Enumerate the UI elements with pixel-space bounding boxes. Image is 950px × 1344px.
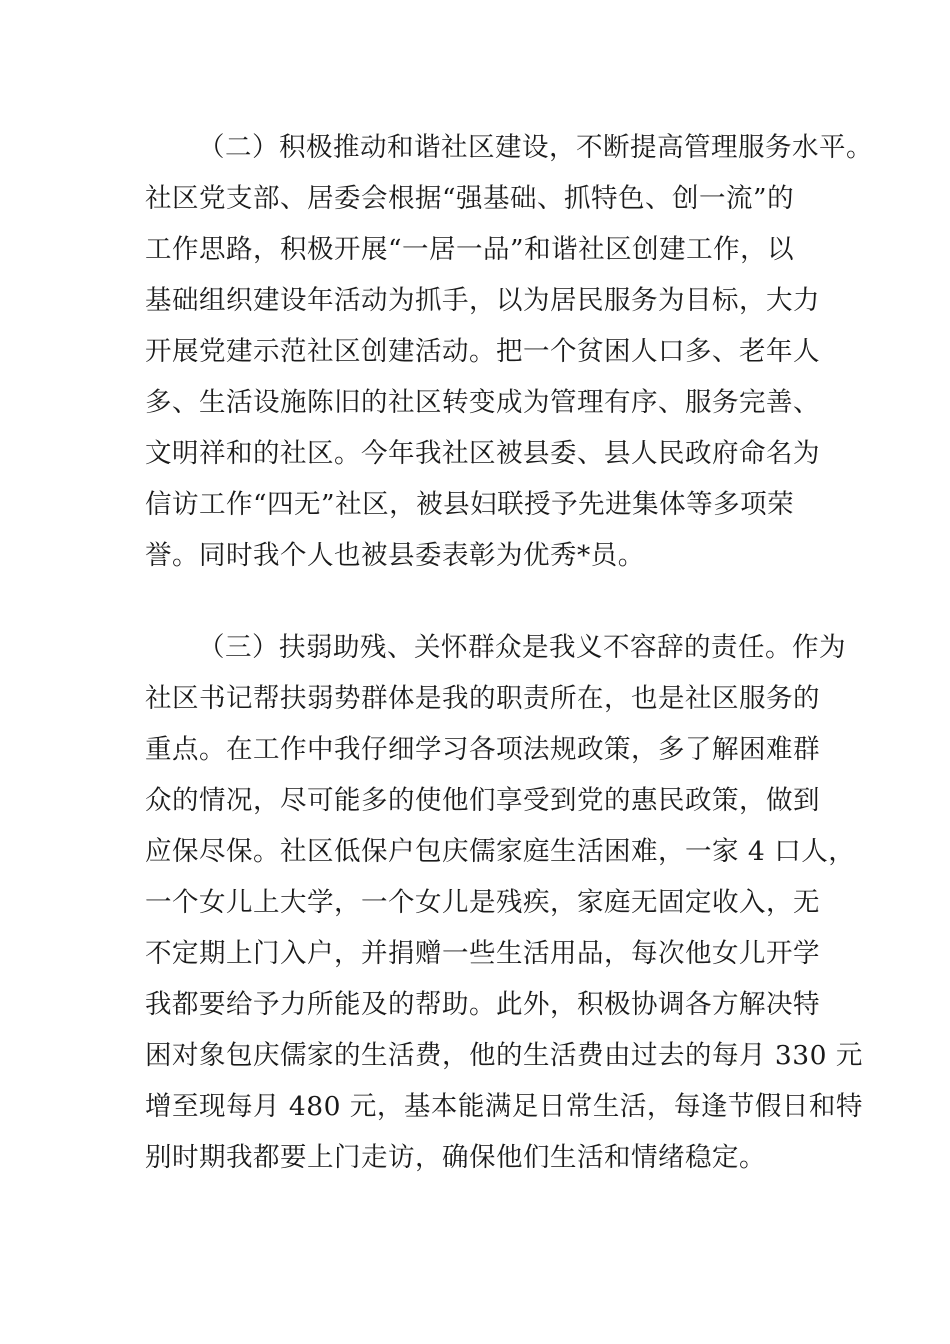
paragraph-line: 社区党支部、居委会根据“强基础、抓特色、创一流”的 (145, 183, 795, 214)
paragraph-section-2 (145, 122, 873, 581)
paragraph-line: 困对象包庆儒家的生活费，他的生活费由过去的每月 330 元 (145, 1040, 863, 1071)
paragraph-line: 信访工作“四无”社区，被县妇联授予先进集体等多项荣 (145, 489, 795, 520)
paragraph-line: 誉。同时我个人也被县委表彰为优秀*员。 (145, 540, 645, 571)
paragraph-line: 重点。在工作中我仔细学习各项法规政策，多了解困难群 (145, 734, 820, 765)
paragraph-line: 别时期我都要上门走访，确保他们生活和情绪稳定。 (145, 1142, 766, 1173)
paragraph-line: 应保尽保。社区低保户包庆儒家庭生活困难，一家 4 口人， (145, 836, 856, 867)
paragraph-heading-line: （二）积极推动和谐社区建设，不断提高管理服务水平。 (198, 132, 873, 163)
paragraph-line: 一个女儿上大学，一个女儿是残疾，家庭无固定收入，无 (145, 887, 820, 918)
paragraph-line: 基础组织建设年活动为抓手，以为居民服务为目标，大力 (145, 285, 820, 316)
paragraph-line: 社区书记帮扶弱势群体是我的职责所在，也是社区服务的 (145, 683, 820, 714)
paragraph-line: 文明祥和的社区。今年我社区被县委、县人民政府命名为 (145, 438, 820, 469)
paragraph-line: 我都要给予力所能及的帮助。此外，积极协调各方解决特 (145, 989, 820, 1020)
paragraph-line: 众的情况，尽可能多的使他们享受到党的惠民政策，做到 (145, 785, 820, 816)
paragraph-line: 开展党建示范社区创建活动。把一个贫困人口多、老年人 (145, 336, 820, 367)
paragraph-line: 多、生活设施陈旧的社区转变成为管理有序、服务完善、 (145, 387, 820, 418)
paragraph-line: 工作思路，积极开展“一居一品”和谐社区创建工作，以 (145, 234, 795, 265)
paragraph-line: 增至现每月 480 元，基本能满足日常生活，每逢节假日和特 (145, 1091, 863, 1122)
paragraph-section-3 (145, 622, 863, 1183)
paragraph-line: 不定期上门入户，并捐赠一些生活用品，每次他女儿开学 (145, 938, 820, 969)
paragraph-heading-line: （三）扶弱助残、关怀群众是我义不容辞的责任。作为 (198, 632, 846, 663)
